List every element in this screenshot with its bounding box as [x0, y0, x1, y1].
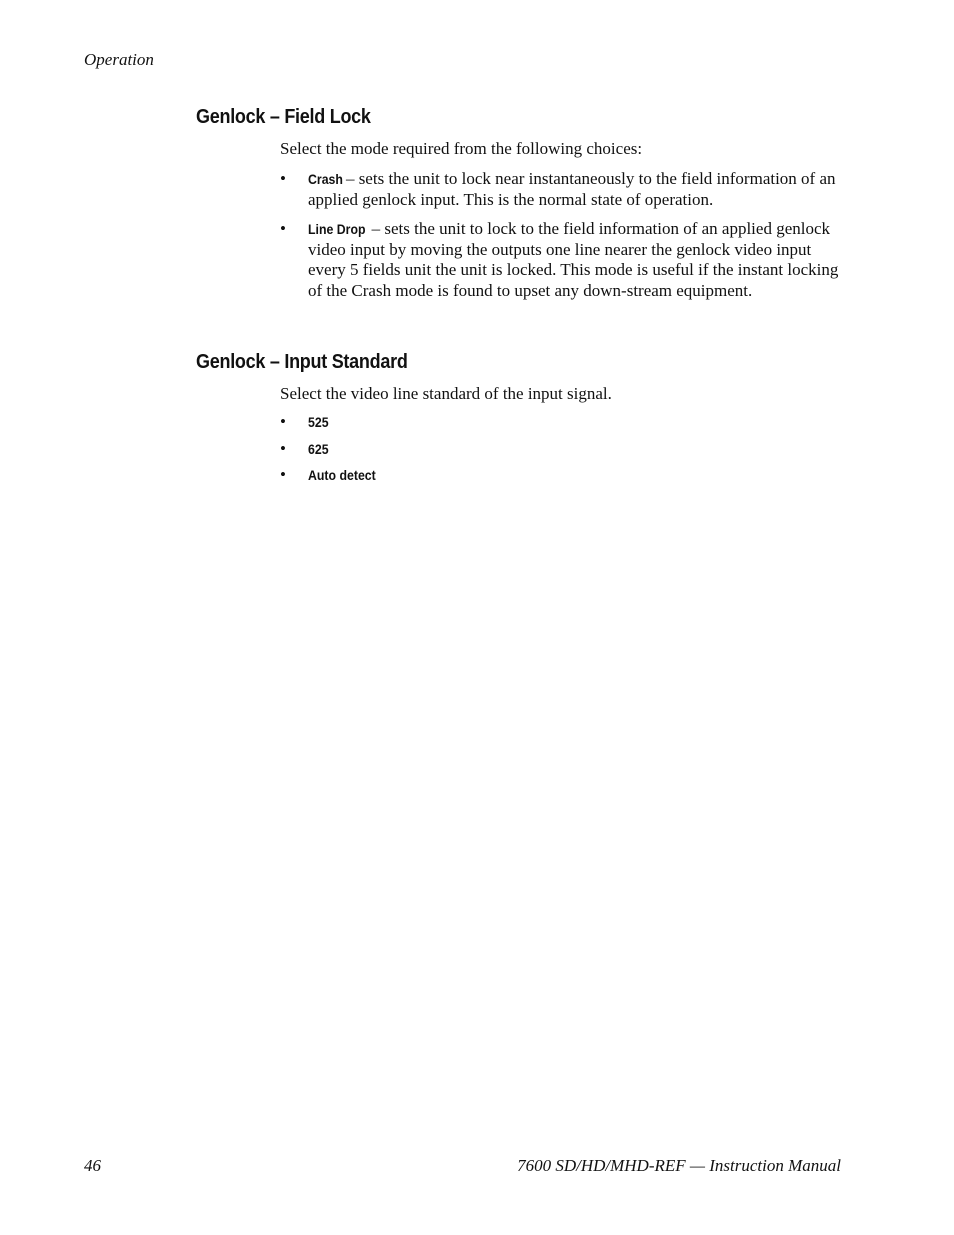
- running-head: Operation: [84, 50, 154, 69]
- list-item-crash: [280, 169, 842, 210]
- option-term: 625: [308, 440, 329, 457]
- option-term: Crash: [308, 171, 343, 187]
- option-term: 525: [308, 414, 329, 430]
- bullet-icon: •: [280, 465, 286, 484]
- section-genlock-input-standard: [196, 351, 856, 485]
- manual-title: 7600 SD/HD/MHD-REF — Instruction Manual: [517, 1156, 841, 1175]
- section-intro: Select the mode required from the following choices:: [280, 139, 643, 158]
- option-description: – sets the unit to lock near instantaneously to the field information of an applied genlock input. This is the normal state of operation.: [308, 169, 836, 209]
- bullet-icon: •: [280, 219, 286, 238]
- section-title: Genlock – Input Standard: [196, 351, 408, 373]
- list-item-auto-detect: [280, 465, 842, 485]
- option-description: – sets the unit to lock to the field information of an applied genlock video input by moving the outputs one line nearer the genlock video input every 5 fields unit the unit is locked. This mode is useful if the instant locking of the Crash mode is found to upset any down-stream equipment.: [308, 219, 839, 300]
- option-list: [196, 169, 856, 301]
- option-term: Line Drop: [308, 221, 366, 237]
- list-item-525: [280, 412, 842, 432]
- section-intro: Select the video line standard of the input signal.: [280, 384, 612, 403]
- section-title: Genlock – Field Lock: [196, 106, 371, 128]
- page-number: 46: [84, 1156, 101, 1175]
- bullet-icon: •: [280, 412, 286, 431]
- option-list: [196, 412, 856, 485]
- section-genlock-field-lock: [196, 106, 856, 301]
- list-item-line-drop: [280, 219, 842, 301]
- bullet-icon: •: [280, 169, 286, 188]
- bullet-icon: •: [280, 438, 286, 458]
- option-term: Auto detect: [308, 467, 376, 483]
- list-item-625: [280, 439, 842, 459]
